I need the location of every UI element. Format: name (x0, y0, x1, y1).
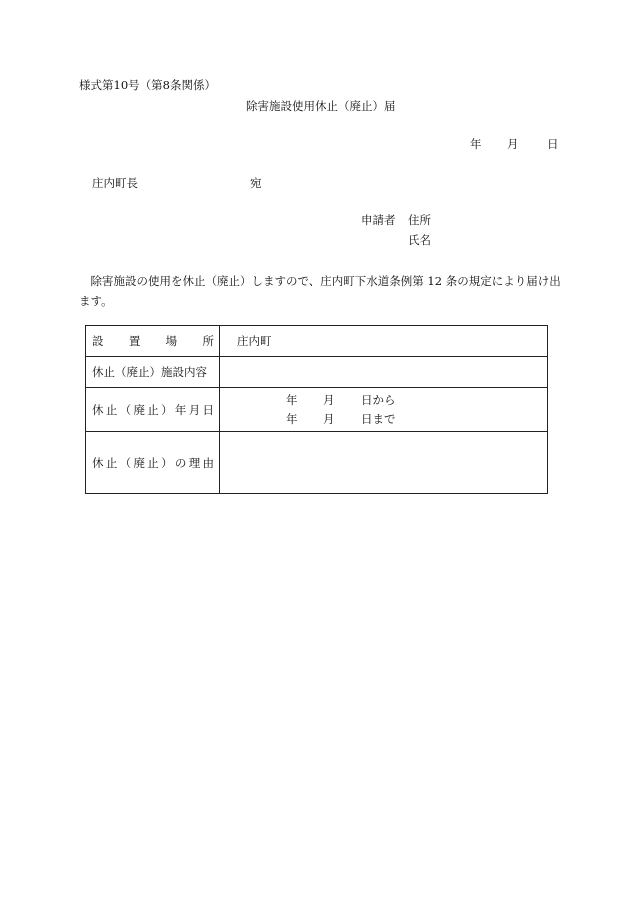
facility-label: 休止（廃止）施設内容 (86, 357, 220, 388)
label-char: 日 (202, 402, 214, 417)
date-year-label: 年 (470, 137, 482, 151)
label-char: 設 (92, 334, 104, 348)
date-label (86, 388, 220, 432)
label-char: ） (161, 455, 173, 470)
period-from-month: 月 (323, 392, 335, 407)
table-row (86, 432, 548, 494)
label-char: 止 (105, 402, 118, 417)
label-char: 廃 (133, 455, 145, 470)
address-label: 住所 (408, 213, 431, 227)
period-value (220, 388, 548, 432)
label-char: 由 (202, 455, 214, 470)
applicant-label: 申請者 (361, 213, 396, 227)
period-to-year: 年 (286, 411, 298, 426)
label-char: 理 (188, 455, 201, 470)
label-char: 止 (105, 455, 118, 470)
label-char: 場 (165, 334, 178, 348)
facility-value (220, 357, 548, 388)
date-day-label: 日 (547, 137, 559, 151)
reason-value (220, 432, 548, 494)
document-title: 除害施設使用休止（廃止）届 (246, 99, 396, 113)
period-to-month: 月 (323, 411, 335, 426)
table-row (86, 326, 548, 357)
label-char: （ (119, 402, 132, 417)
table-row (86, 388, 548, 432)
label-char: （ (119, 455, 132, 470)
form-table (85, 325, 548, 494)
label-char: 休 (92, 402, 104, 417)
period-from (220, 391, 547, 410)
label-char: 所 (202, 334, 214, 348)
recipient-name: 庄内町長 (92, 176, 138, 190)
reason-label (86, 432, 220, 494)
location-label (86, 326, 220, 357)
period-to (220, 410, 547, 429)
label-char: 休 (92, 455, 104, 470)
label-char: 止 (147, 455, 159, 470)
label-char: の (174, 455, 187, 470)
name-label: 氏名 (408, 233, 431, 247)
table-row (86, 357, 548, 388)
label-char: 廃 (133, 402, 145, 417)
date-month-label: 月 (507, 137, 519, 151)
period-to-day: 日まで (361, 411, 396, 426)
form-number: 様式第10号（第8条関係） (79, 78, 216, 92)
period-from-year: 年 (286, 392, 298, 407)
label-char: 置 (128, 334, 141, 348)
date-line (470, 139, 559, 151)
period-from-day: 日から (361, 392, 396, 407)
recipient-suffix: 宛 (250, 176, 262, 190)
location-value: 庄内町 (220, 326, 548, 357)
label-char: 月 (188, 402, 201, 417)
label-char: ） (161, 402, 173, 417)
label-char: 年 (174, 402, 187, 417)
body-text: 除害施設の使用を休止（廃止）しますので、庄内町下水道条例第 12 条の規定により届け出ます。 (79, 274, 561, 308)
label-char: 止 (147, 402, 159, 417)
